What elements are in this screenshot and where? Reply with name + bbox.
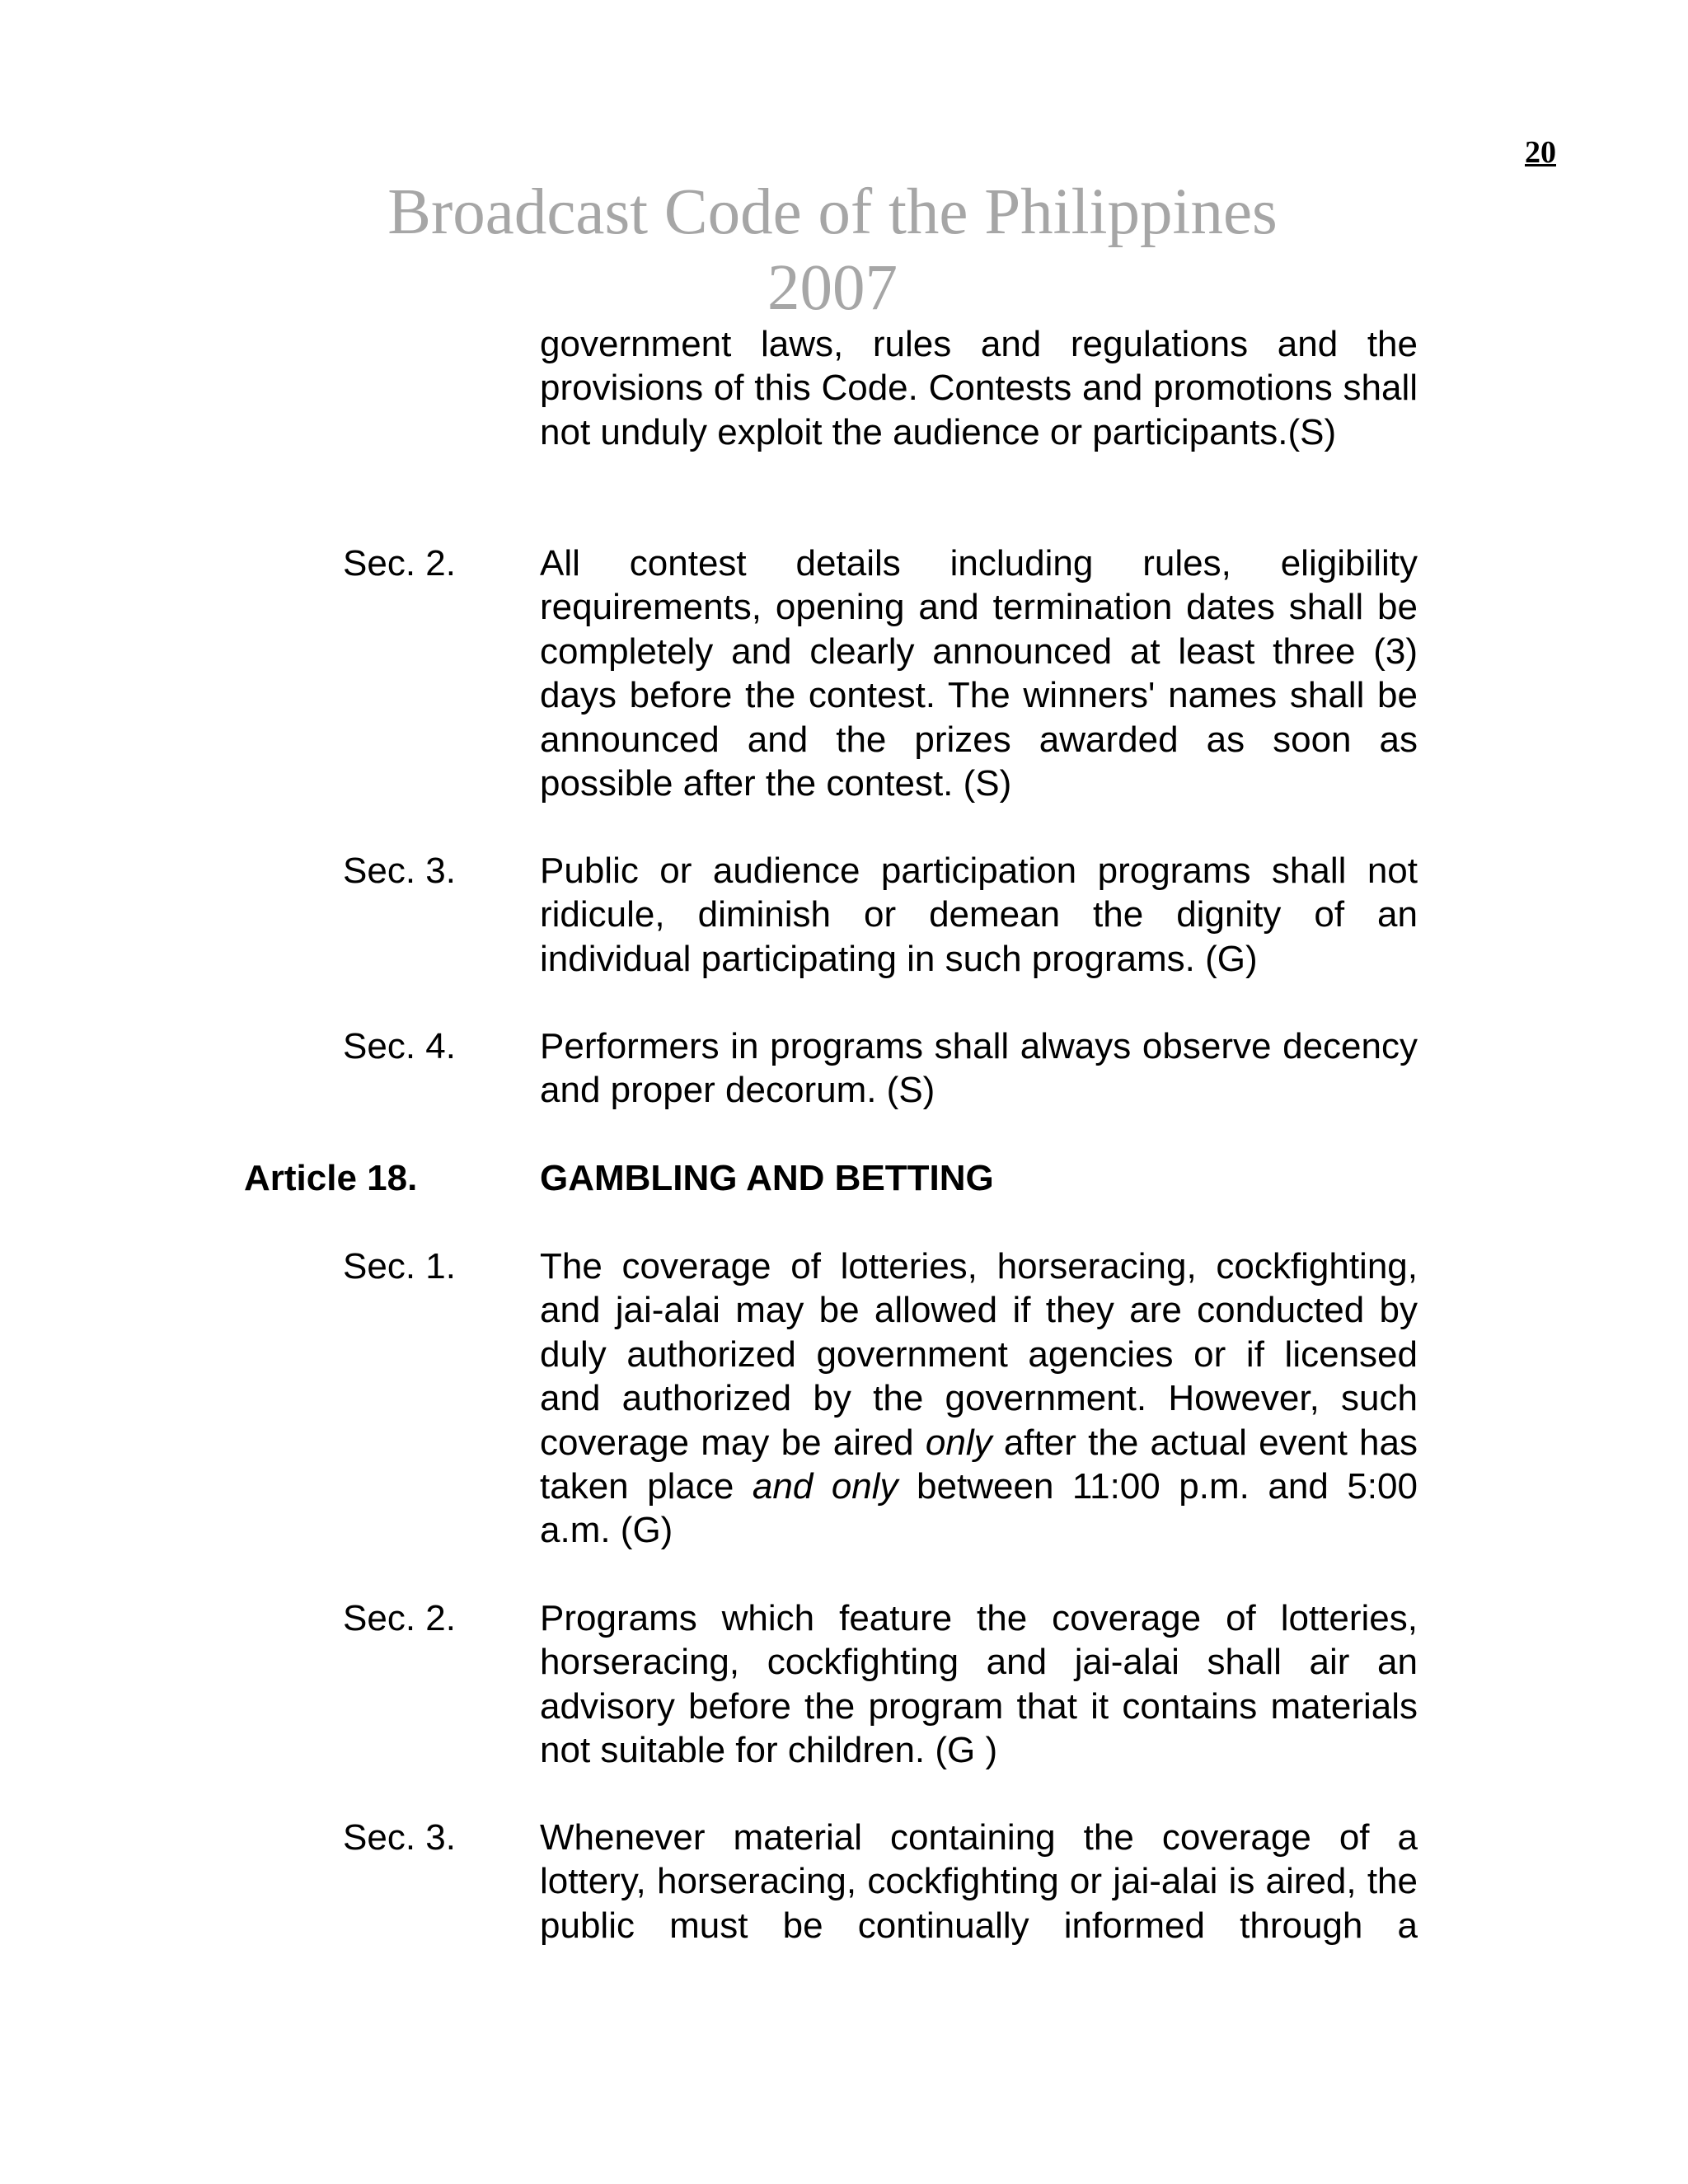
page-number: 20 bbox=[1525, 135, 1556, 170]
section-label-art18-sec-3: Sec. 3. bbox=[343, 1817, 456, 1858]
continuation-paragraph: government laws, rules and regulations and the provisions of this Code. Contests and promotions shall not unduly exploit the audience or participants.(S) bbox=[540, 324, 1418, 452]
sec-1-text-part-2: after the actual event has taken place bbox=[540, 1422, 1418, 1507]
section-text-art18-sec-1 bbox=[540, 1244, 1418, 1553]
section-label-sec-2: Sec. 2. bbox=[343, 543, 456, 583]
sec-1-text-part-1: The coverage of lotteries, horseracing, cockfighting, and jai-alai may be allowed if they are conducted by duly authorized government agencies or if licensed and authorized by the government. However, such coverage may be aired bbox=[540, 1246, 1418, 1463]
section-label-art18-sec-2: Sec. 2. bbox=[343, 1598, 456, 1638]
section-label-sec-4: Sec. 4. bbox=[343, 1026, 456, 1066]
article-title: GAMBLING AND BETTING bbox=[540, 1158, 994, 1198]
section-label-sec-3: Sec. 3. bbox=[343, 851, 456, 891]
document-header bbox=[280, 175, 1385, 326]
sec-1-emphasis-only: only bbox=[925, 1422, 992, 1463]
section-text-sec-4: Performers in programs shall always observe decency and proper decorum. (S) bbox=[540, 1026, 1418, 1111]
article-label: Article 18. bbox=[244, 1158, 418, 1198]
sec-1-emphasis-and-only: and only bbox=[752, 1466, 898, 1507]
section-text-sec-3: Public or audience participation programs shall not ridicule, diminish or demean the dignity of an individual participating in such programs. (G) bbox=[540, 851, 1418, 979]
section-text-art18-sec-3: Whenever material containing the coverage of a lottery, horseracing, cockfighting or jai-alai is aired, the public must be continually informed through a bbox=[540, 1817, 1418, 1946]
sec-1-text-part-3: between 11:00 p.m. and 5:00 a.m. (G) bbox=[540, 1466, 1418, 1551]
header-title: Broadcast Code of the Philippines bbox=[387, 176, 1278, 248]
section-label-art18-sec-1: Sec. 1. bbox=[343, 1246, 456, 1286]
header-year: 2007 bbox=[767, 252, 898, 324]
section-text-sec-2: All contest details including rules, eligibility requirements, opening and termination dates shall be completely and clearly announced at least three (3) days before the contest. The winners' names shall be announced and the prizes awarded as soon as possible after the contest. (S) bbox=[540, 543, 1418, 804]
section-text-art18-sec-2: Programs which feature the coverage of lotteries, horseracing, cockfighting and jai-alai shall air an advisory before the program that it contains materials not suitable for children. (G ) bbox=[540, 1598, 1418, 1771]
